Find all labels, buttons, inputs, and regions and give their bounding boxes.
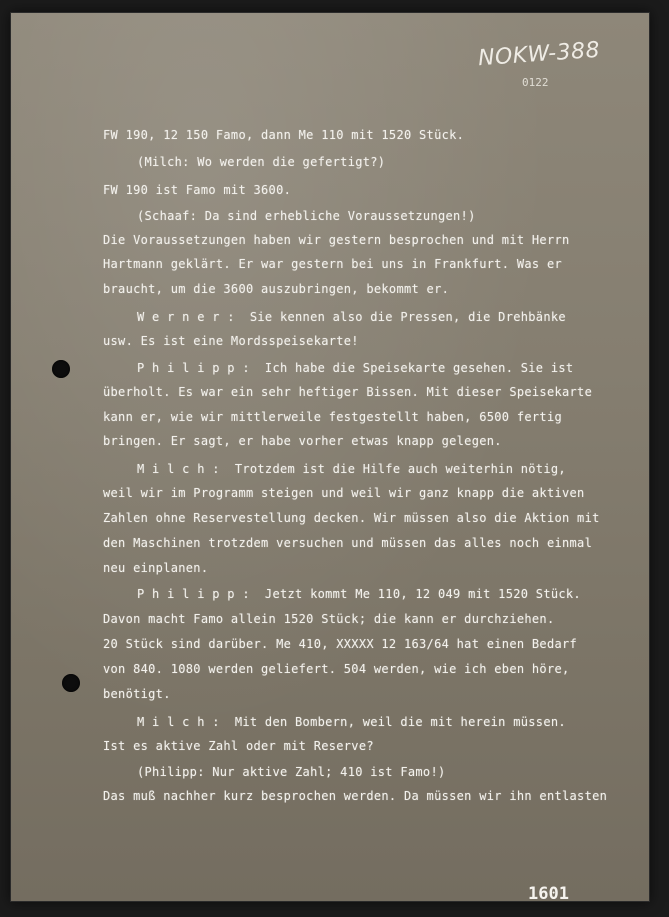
text-line: (Schaaf: Da sind erhebliche Voraussetzungen!)	[137, 209, 476, 223]
text-line: Die Voraussetzungen haben wir gestern besprochen und mit Herrn	[103, 233, 570, 247]
text-line: Zahlen ohne Reservestellung decken. Wir müssen also die Aktion mit	[103, 511, 600, 525]
text-line: weil wir im Programm steigen und weil wir ganz knapp die aktiven	[103, 486, 585, 500]
text-line: (Milch: Wo werden die gefertigt?)	[137, 155, 386, 169]
text-line: M i l c h : Trotzdem ist die Hilfe auch weiterhin nötig,	[137, 462, 566, 476]
document-code-stamp: NOKW-388	[477, 37, 601, 72]
text-line: überholt. Es war ein sehr heftiger Bissen. Mit dieser Speisekarte	[103, 385, 593, 399]
punch-hole	[52, 360, 70, 378]
page-number: 1601	[528, 884, 569, 904]
text-line: Davon macht Famo allein 1520 Stück; die kann er durchziehen.	[103, 612, 555, 626]
text-line: benötigt.	[103, 687, 171, 701]
text-line: den Maschinen trotzdem versuchen und müssen das alles noch einmal	[103, 536, 593, 550]
stamp-number: 0122	[522, 76, 549, 89]
text-line: P h i l i p p : Ich habe die Speisekarte gesehen. Sie ist	[137, 361, 574, 375]
text-line: bringen. Er sagt, er habe vorher etwas knapp gelegen.	[103, 434, 502, 448]
text-line: braucht, um die 3600 auszubringen, bekommt er.	[103, 282, 450, 296]
text-line: Das muß nachher kurz besprochen werden. Da müssen wir ihn entlasten	[103, 789, 608, 803]
text-line: W e r n e r : Sie kennen also die Pressen, die Drehbänke	[137, 310, 566, 324]
text-line: von 840. 1080 werden geliefert. 504 werden, wie ich eben höre,	[103, 662, 570, 676]
text-line: Ist es aktive Zahl oder mit Reserve?	[103, 739, 374, 753]
punch-hole	[62, 674, 80, 692]
text-line: usw. Es ist eine Mordsspeisekarte!	[103, 334, 359, 348]
text-line: Hartmann geklärt. Er war gestern bei uns in Frankfurt. Was er	[103, 257, 563, 271]
document-page	[10, 12, 650, 902]
text-line: neu einplanen.	[103, 561, 209, 575]
text-line: P h i l i p p : Jetzt kommt Me 110, 12 049 mit 1520 Stück.	[137, 587, 581, 601]
text-line: 20 Stück sind darüber. Me 410, XXXXX 12 163/64 hat einen Bedarf	[103, 637, 578, 651]
text-line: FW 190, 12 150 Famo, dann Me 110 mit 1520 Stück.	[103, 128, 465, 142]
text-line: FW 190 ist Famo mit 3600.	[103, 183, 292, 197]
text-line: (Philipp: Nur aktive Zahl; 410 ist Famo!)	[137, 765, 446, 779]
text-line: kann er, wie wir mittlerweile festgestellt haben, 6500 fertig	[103, 410, 563, 424]
text-line: M i l c h : Mit den Bombern, weil die mit herein müssen.	[137, 715, 566, 729]
